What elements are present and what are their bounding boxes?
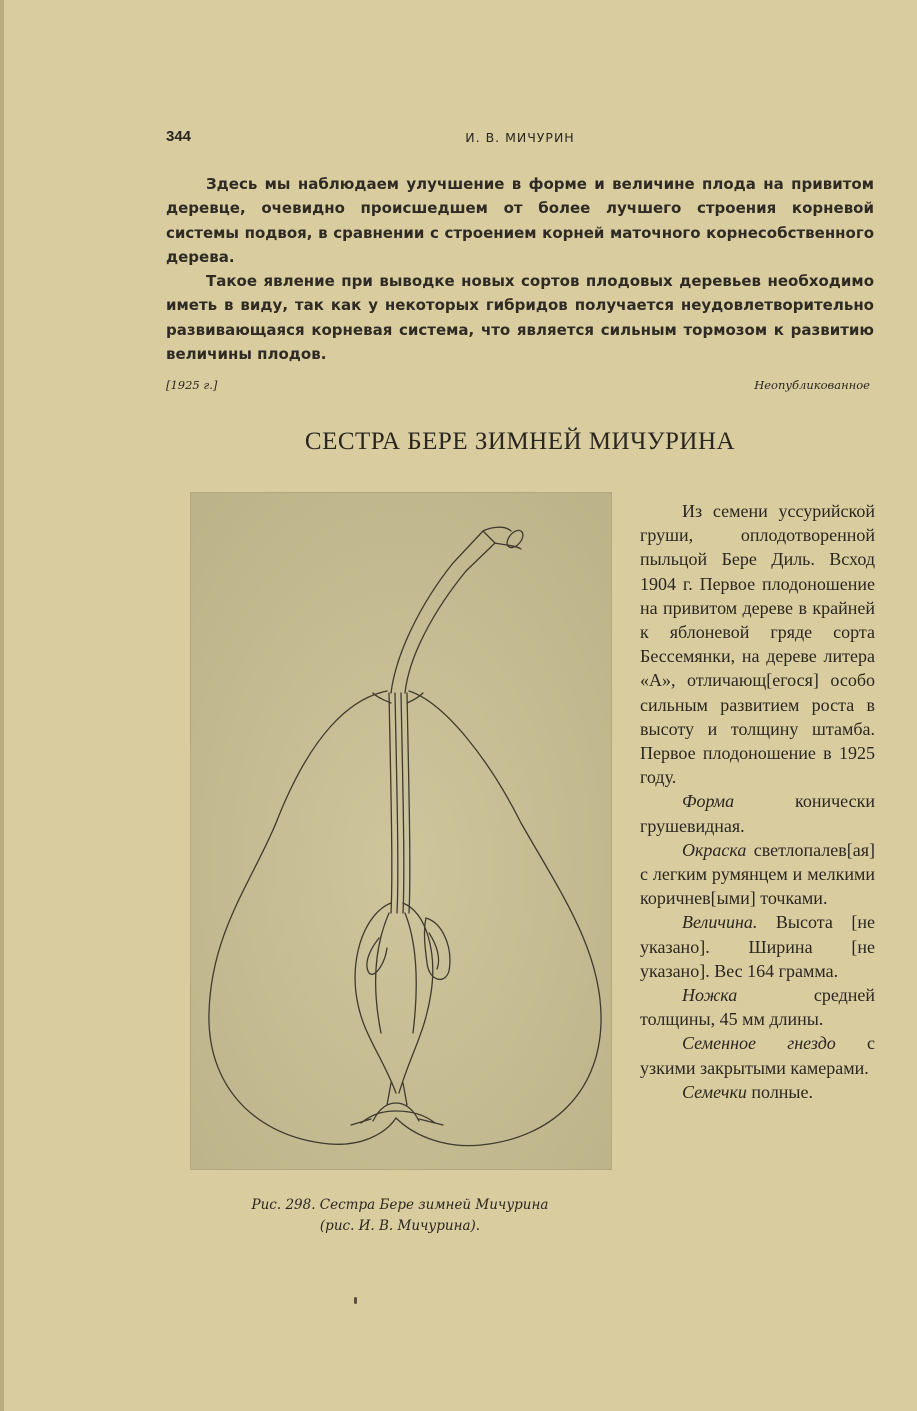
size-text: Высота [не указано]. Ширина [не указано]. Вес 164 грамма.: [640, 912, 875, 981]
pear-drawing-figure: [190, 492, 612, 1170]
color-text: светлопалев[ая] с легким румянцем и мелкими коричнев[ыми] точками.: [640, 839, 875, 909]
size-label: Величина.: [682, 912, 758, 933]
publication-status: Неопубликованное: [754, 378, 870, 392]
page-number: 344: [166, 128, 192, 145]
color-paragraph: [640, 838, 875, 911]
stalk-label: Ножка: [682, 985, 738, 1006]
stalk-paragraph: [640, 983, 875, 1031]
pear-drawing: [191, 493, 611, 1169]
seeds-label: Семечки: [682, 1081, 747, 1102]
seeds-text: полные.: [746, 1081, 814, 1102]
form-label: Форма: [682, 791, 735, 812]
print-speck: [354, 1297, 357, 1304]
size-paragraph: [640, 910, 875, 983]
running-head: [166, 128, 874, 150]
caption-line-1: Рис. 298. Сестра Бере зимней Мичурина: [251, 1197, 549, 1213]
caption-line-2: (рис. И. В. Мичурина).: [319, 1218, 481, 1234]
variety-description: [640, 499, 875, 1104]
seed-nest-label: Семенное гнездо: [682, 1033, 836, 1054]
seeds-paragraph: [640, 1080, 875, 1104]
figure-caption: [190, 1195, 610, 1237]
date-note: [1925 г.]: [166, 378, 218, 392]
color-label: Окраска: [682, 839, 747, 860]
intro-paragraph-2: Такое явление при выводке новых сортов плодовых деревьев необходимо иметь в виду, так как у некоторых гибридов получается неудовлетворительно развивающаяся корневая система, что является сильным тормозом к развитию величины плодов.: [166, 272, 874, 364]
intro-text: [166, 172, 874, 366]
seed-nest-paragraph: [640, 1031, 875, 1079]
stalk-text: средней толщины, 45 мм длины.: [640, 985, 875, 1030]
origin-paragraph: Из семени уссурийской груши, оплодотворенной пыльцой Бере Диль. Всход 1904 г. Первое плодоношение на привитом дереве в крайней к яблоневой гряде сорта Бессемянки, на дереве литера «А», отличающ[егося] особо сильным развитием роста в высоту и толщину штамба. Первое плодоношение в 1925 году.: [640, 501, 875, 788]
form-text: конически грушевидная.: [640, 791, 875, 836]
form-paragraph: [640, 789, 875, 837]
intro-paragraph-1: Здесь мы наблюдаем улучшение в форме и величине плода на привитом деревце, очевидно происшедшем от более лучшего строения корневой системы подвоя, в сравнении с строением корней маточного корнесобственного дерева.: [166, 175, 874, 266]
running-title: И. В. МИЧУРИН: [465, 130, 575, 145]
section-title: СЕСТРА БЕРЕ ЗИМНЕЙ МИЧУРИНА: [304, 428, 736, 455]
seed-nest-text: с узкими закрытыми камерами.: [640, 1033, 875, 1078]
